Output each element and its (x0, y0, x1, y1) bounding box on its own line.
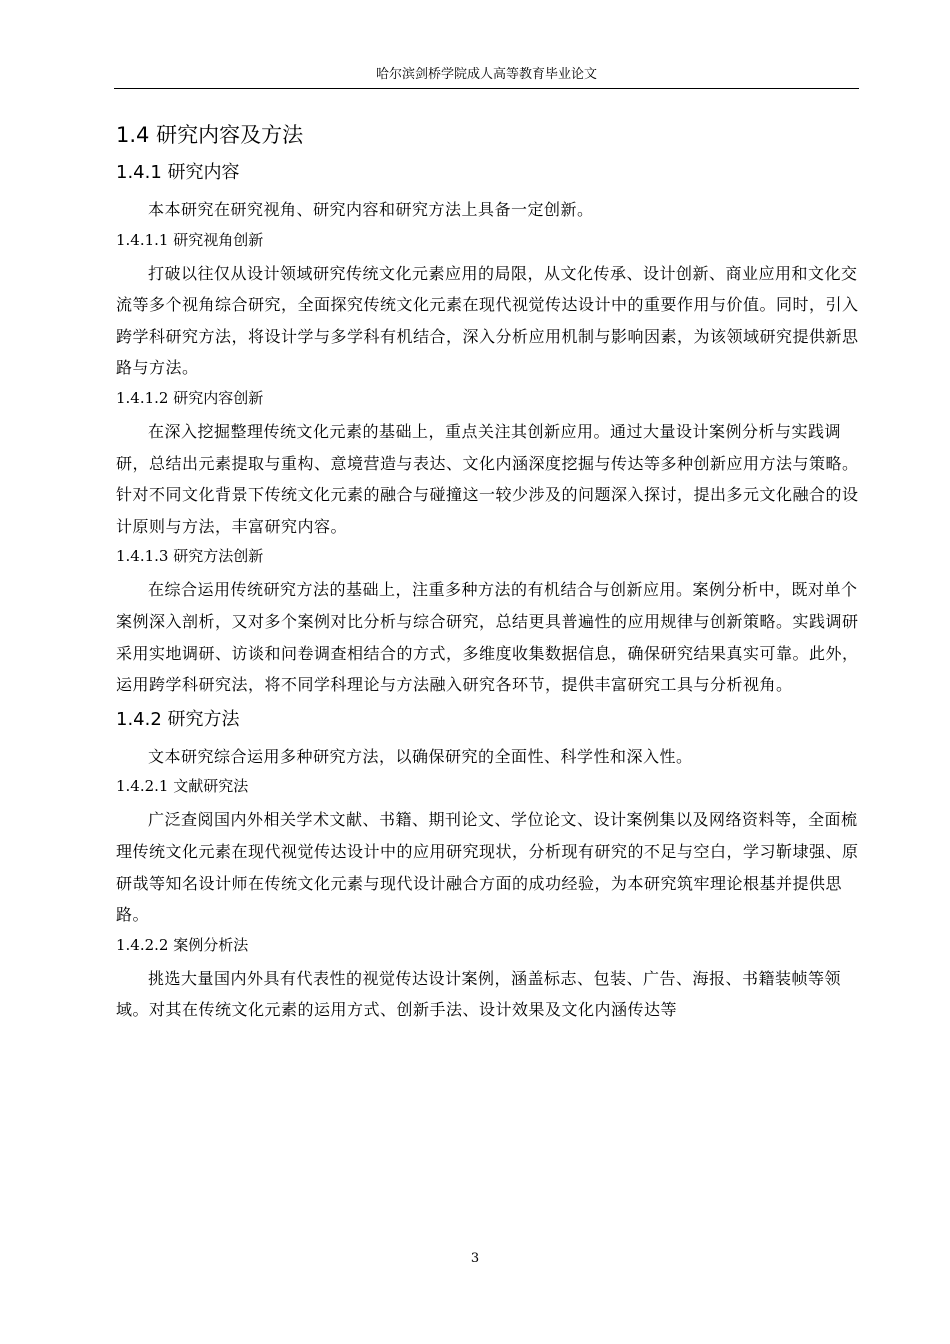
subsection-heading-1-4-1: 1.4.1 研究内容 (116, 162, 240, 183)
paragraph-1-4-2-1: 广泛查阅国内外相关学术文献、书籍、期刊论文、学位论文、设计案例集以及网络资料等，全面梳理传统文化元素在现代视觉传达设计中的应用研究现状，分析现有研究的不足与空白，学习靳埭强、原研哉等知名设计师在传统文化元素与现代设计融合方面的成功经验，为本研究筑牢理论根基并提供思路。 (116, 810, 859, 925)
subsubsection-heading-1-4-1-2: 1.4.1.2 研究内容创新 (116, 388, 264, 407)
paragraph-1-4-1-1: 打破以往仅从设计领域研究传统文化元素应用的局限，从文化传承、设计创新、商业应用和文化交流等多个视角综合研究，全面探究传统文化元素在现代视觉传达设计中的重要作用与价值。同时，引入跨学科研究方法，将设计学与多学科有机结合，深入分析应用机制与影响因素，为该领域研究提供新思路与方法。 (116, 263, 859, 378)
paragraph-1-4-2-intro: 文本研究综合运用多种研究方法，以确保研究的全面性、科学性和深入性。 (148, 746, 693, 766)
subsection-heading-1-4-2: 1.4.2 研究方法 (116, 708, 240, 730)
subsubsection-heading-1-4-1-3: 1.4.1.3 研究方法创新 (116, 547, 264, 566)
running-header: 哈尔滨剑桥学院成人高等教育毕业论文 (375, 67, 597, 82)
page-content (116, 120, 861, 1028)
paragraph-1-4-1-intro: 本本研究在研究视角、研究内容和研究方法上具备一定创新。 (148, 200, 594, 219)
paragraph-1-4-1-2: 在深入挖掘整理传统文化元素的基础上，重点关注其创新应用。通过大量设计案例分析与实践调研，总结出元素提取与重构、意境营造与表达、文化内涵深度挖掘与传达等多种创新应用方法与策略。针对不同文化背景下传统文化元素的融合与碰撞这一较少涉及的问题深入探讨，提出多元文化融合的设计原则与方法，丰富研究内容。 (116, 421, 859, 536)
section-heading-1-4: 1.4 研究内容及方法 (116, 123, 304, 147)
subsubsection-heading-1-4-2-2: 1.4.2.2 案例分析法 (116, 935, 249, 954)
subsubsection-heading-1-4-2-1: 1.4.2.1 文献研究法 (116, 777, 249, 796)
header-rule (114, 88, 859, 89)
paragraph-1-4-2-2: 挑选大量国内外具有代表性的视觉传达设计案例，涵盖标志、包装、广告、海报、书籍装帧等领域。对其在传统文化元素的运用方式、创新手法、设计效果及文化内涵传达等 (116, 968, 842, 1020)
subsubsection-heading-1-4-1-1: 1.4.1.1 研究视角创新 (116, 230, 264, 249)
paragraph-1-4-1-3: 在综合运用传统研究方法的基础上，注重多种方法的有机结合与创新应用。案例分析中，既对单个案例深入剖析，又对多个案例对比分析与综合研究，总结更具普遍性的应用规律与创新策略。实践调研采用实地调研、访谈和问卷调查相结合的方式，多维度收集数据信息，确保研究结果真实可靠。此外，运用跨学科研究法，将不同学科理论与方法融入研究各环节，提供丰富研究工具与分析视角。 (116, 580, 859, 695)
page-number: 3 (470, 1251, 480, 1266)
